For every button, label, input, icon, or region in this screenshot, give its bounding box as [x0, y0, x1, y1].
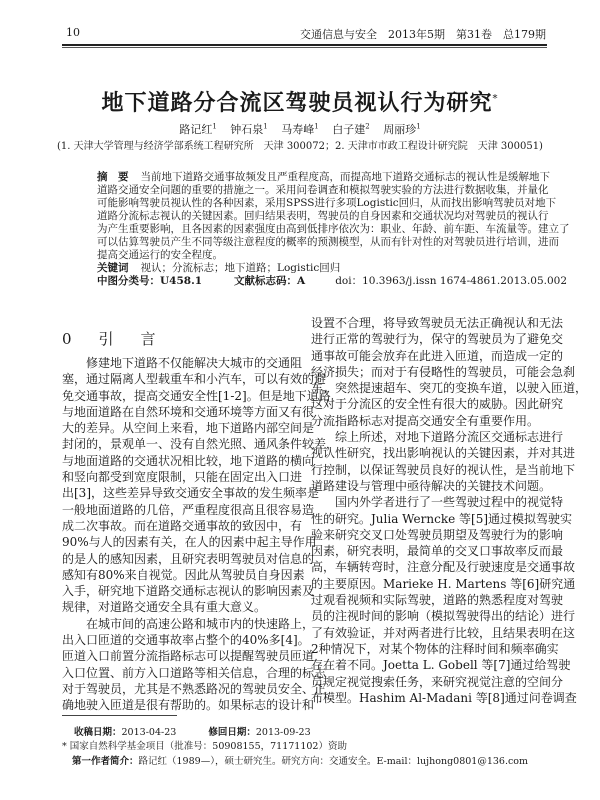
text-line: 布模型。Hashim Al-Madani 等[8]通过问卷调查	[311, 690, 577, 705]
text-line: 塞，通过隔离人型载重车和小汽车，可以有效的避	[62, 372, 327, 387]
abstract-text: 可能影响驾驶员视认性的各种因素，采用SPSS进行多项Logistic回归，从而找出影响驾驶员对地下	[97, 197, 557, 209]
title-text: 地下道路分合流区驾驶员视认行为研究	[101, 90, 493, 116]
text-line: 存在着不同。Joetta L. Gobell 等[7]通过给驾驶	[311, 658, 571, 673]
text-line: 视认性研究，找出影响视认的关键因素，并对其进	[311, 446, 576, 461]
paper-title	[0, 86, 600, 117]
abstract-text: 当前地下道路交通事故频发且严重程度高，而提高地下道路交通标志的视认性是缓解地下	[140, 171, 550, 183]
text-line: 匝道入口前置分流指路标志可以提醒驾驶员匝道	[62, 649, 315, 664]
text-line: 性的研究。Julia Werncke 等[5]通过模拟驾驶实	[311, 511, 573, 526]
doi: doi：10.3963/j.issn 1674-4861.2013.05.002	[335, 275, 568, 287]
author-name: 钟石泉	[230, 123, 264, 136]
paragraph	[311, 315, 588, 429]
author-affiliation-mark: 2	[365, 122, 370, 131]
text-line: 与地面道路在自然环境和交通环境等方面又有很	[62, 404, 315, 419]
abstract	[97, 171, 570, 288]
text-line: 进行正常的驾驶行为，保守的驾驶员为了避免交	[311, 332, 564, 347]
text-line: 分流指路标志对提高交通安全有重要作用。	[311, 413, 540, 428]
keywords	[97, 262, 521, 275]
funding-footnote: * 国家自然科学基金项目（批准号：50908155，71171102）资助	[62, 741, 347, 752]
text-line: 验来研究交叉口处驾驶员期望及驾驶行为的影响	[311, 527, 564, 542]
abstract-text: 提高交通运行的安全程度。	[97, 249, 223, 261]
paragraph	[62, 355, 339, 616]
abstract-line	[97, 236, 559, 249]
abstract-text: 道路分流标志视认的关键因素。回归结果表明，驾驶员的自身因素和交通状况均对驾驶员的视认行	[97, 210, 549, 222]
footnote-rule	[62, 715, 177, 716]
abstract-text: 为产生重要影响，且各因素的因素强度由高到低排序依次为：职业、年龄、前车距、车流量等。建立了	[97, 223, 570, 235]
text-line: 一般地面道路的几倍，严重程度很高且很容易造	[62, 502, 315, 517]
text-line: 的主要原因。Marieke H. Martens 等[6]研究通	[311, 576, 576, 591]
text-line: 道路建设与管理中亟待解决的关键技术问题。	[311, 478, 552, 493]
text-line: 通事故可能会放弃在此进入匝道，而造成一定的	[311, 348, 564, 363]
author-affiliation-mark: 1	[263, 122, 268, 131]
text-line: 国内外学者进行了一些驾驶过程中的视觉特	[335, 495, 564, 510]
text-line: 入手，研究地下道路交通标志视认的影响因素及	[62, 584, 315, 599]
text-line: 高，车辆转弯时，注意分配及行驶速度是交通事故	[311, 560, 576, 575]
author-affiliation-mark: 1	[416, 122, 421, 131]
text-line: 规律，对道路交通安全具有重大意义。	[62, 600, 267, 615]
journal-header: 交通信息与安全 2013年5期 第31卷 总179期	[300, 28, 546, 41]
author-bio-text: 路记红（1989—），硕士研究生。研究方向：交通安全。E-mail：lujhong0801@136.com	[138, 756, 529, 767]
text-line: 出[3]，这些差异导致交通安全事故的发生频率是	[62, 486, 319, 501]
author-name: 周丽珍	[383, 123, 417, 136]
abstract-line	[97, 171, 550, 184]
paragraph	[62, 616, 327, 714]
abstract-line	[97, 249, 521, 262]
text-line: 修建地下道路不仅能解决大城市的交通阻	[86, 356, 303, 370]
body-right-column	[311, 315, 588, 706]
author-bio-label: 第一作者简介：	[72, 756, 139, 767]
author-name: 马寿峰	[281, 123, 315, 136]
abstract-label: 摘 要	[97, 171, 129, 183]
dates-footnote	[62, 724, 311, 738]
abstract-line	[97, 197, 557, 210]
text-line: 封闭的，景观单一、没有自然光照、通风条件较差，	[62, 437, 339, 452]
text-line: 在城市间的高速公路和城市内的快速路上，	[86, 616, 315, 631]
text-line: 综上所述，对地下道路分流区交通标志进行	[335, 430, 564, 445]
revised-date: 2013-09-23	[255, 727, 311, 738]
classification	[97, 275, 568, 288]
keywords-text: 视认；分流标志；地下道路；Logistic回归	[140, 262, 341, 274]
text-line: 经济损失；而对于有侵略性的驾驶员，可能会急刹	[311, 364, 576, 379]
text-line: 的是人的感知因素，且研究表明驾驶员对信息的	[62, 551, 315, 566]
document-code: 文献标志码：A	[234, 275, 306, 287]
text-line: 车、突然提速超车、突兀的变换车道，以驶入匝道，	[311, 381, 588, 396]
section-heading: 0 引 言	[62, 330, 162, 348]
text-line: 成二次事故。而在道路交通事故的致因中，有	[62, 518, 303, 533]
text-line: 这对于分流区的安全性有很大的威胁。因此研究	[311, 397, 564, 412]
header-rule	[62, 44, 547, 46]
text-line: 2种情况下，对某个物体的注释时间和频率确实	[311, 641, 559, 656]
author-name: 白子建	[332, 123, 366, 136]
abstract-line	[97, 210, 549, 223]
page-number: 10	[66, 26, 80, 39]
text-line: 确地驶入匝道是很有帮助的。如果标志的设计和	[62, 698, 315, 713]
received-date: 2013-04-23	[121, 727, 177, 738]
abstract-line	[97, 184, 549, 197]
title-footnote-mark: *	[492, 93, 499, 105]
text-line: 了有效验证，并对两者进行比较，且结果表明在这	[311, 625, 576, 640]
text-line: 过观看视频和实际驾驶，道路的熟悉程度对驾驶	[311, 593, 564, 608]
affiliation: (1. 天津大学管理与经济学部系统工程研究所 天津 300072；2. 天津市市政工程设计研究院 天津 300051)	[57, 141, 543, 152]
paragraph	[311, 429, 576, 494]
abstract-text: 可以估算驾驶员产生不同等级注意程度的概率的预测模型，从而有针对性的对驾驶员进行培训，进而	[97, 236, 559, 248]
body-left-column	[62, 355, 339, 714]
keywords-label: 关键词	[97, 262, 129, 274]
text-line: 入口位置、前方入口道路等相关信息，合理的标志	[62, 665, 327, 680]
author-bio-footnote	[72, 753, 528, 767]
text-line: 对于驾驶员，尤其是不熟悉路况的驾驶员安全、正	[62, 681, 327, 696]
received-label: 收稿日期：	[74, 727, 122, 738]
abstract-text: 道路交通安全问题的重要的措施之一。采用问卷调查和模拟驾驶实验的方法进行数据收集，并量化	[97, 184, 549, 196]
text-line: 90%与人的因素有关，在人的因素中起主导作用	[62, 535, 317, 550]
revised-label: 修回日期：	[208, 727, 256, 738]
clc-number: 中图分类号：U458.1	[97, 275, 203, 287]
text-line: 出入口匝道的交通事故率占整个的40%多[4]。	[62, 633, 310, 648]
text-line: 行控制，以保证驾驶员良好的视认性，是当前地下	[311, 462, 576, 477]
text-line: 大的差异。从空间上来看，地下道路内部空间是	[62, 421, 315, 436]
text-line: 设置不合理，将导致驾驶员无法正确视认和无法	[311, 316, 564, 330]
text-line: 员的注视时间的影响（模拟驾驶得出的结论）进行	[311, 609, 576, 624]
author-list	[0, 121, 600, 137]
text-line: 因素，研究表明，最简单的交叉口事故率反而最	[311, 544, 564, 559]
text-line: 员规定视觉搜索任务，来研究视觉注意的空间分	[311, 674, 564, 689]
header-rule-thin	[62, 47, 547, 48]
author-affiliation-mark: 1	[314, 122, 319, 131]
text-line: 与地面道路的交通状况相比较，地下道路的横向	[62, 453, 315, 468]
paragraph	[311, 494, 577, 706]
text-line: 感知有80%来自视觉。因此从驾驶员自身因素	[62, 567, 305, 582]
author-affiliation-mark: 1	[212, 122, 217, 131]
author-name: 路记红	[179, 123, 213, 136]
abstract-line	[97, 223, 570, 236]
text-line: 和竖向都受到宽度限制，只能在固定出入口进	[62, 470, 303, 485]
text-line: 免交通事故，提高交通安全性[1-2]。但是地下道路	[62, 388, 331, 403]
